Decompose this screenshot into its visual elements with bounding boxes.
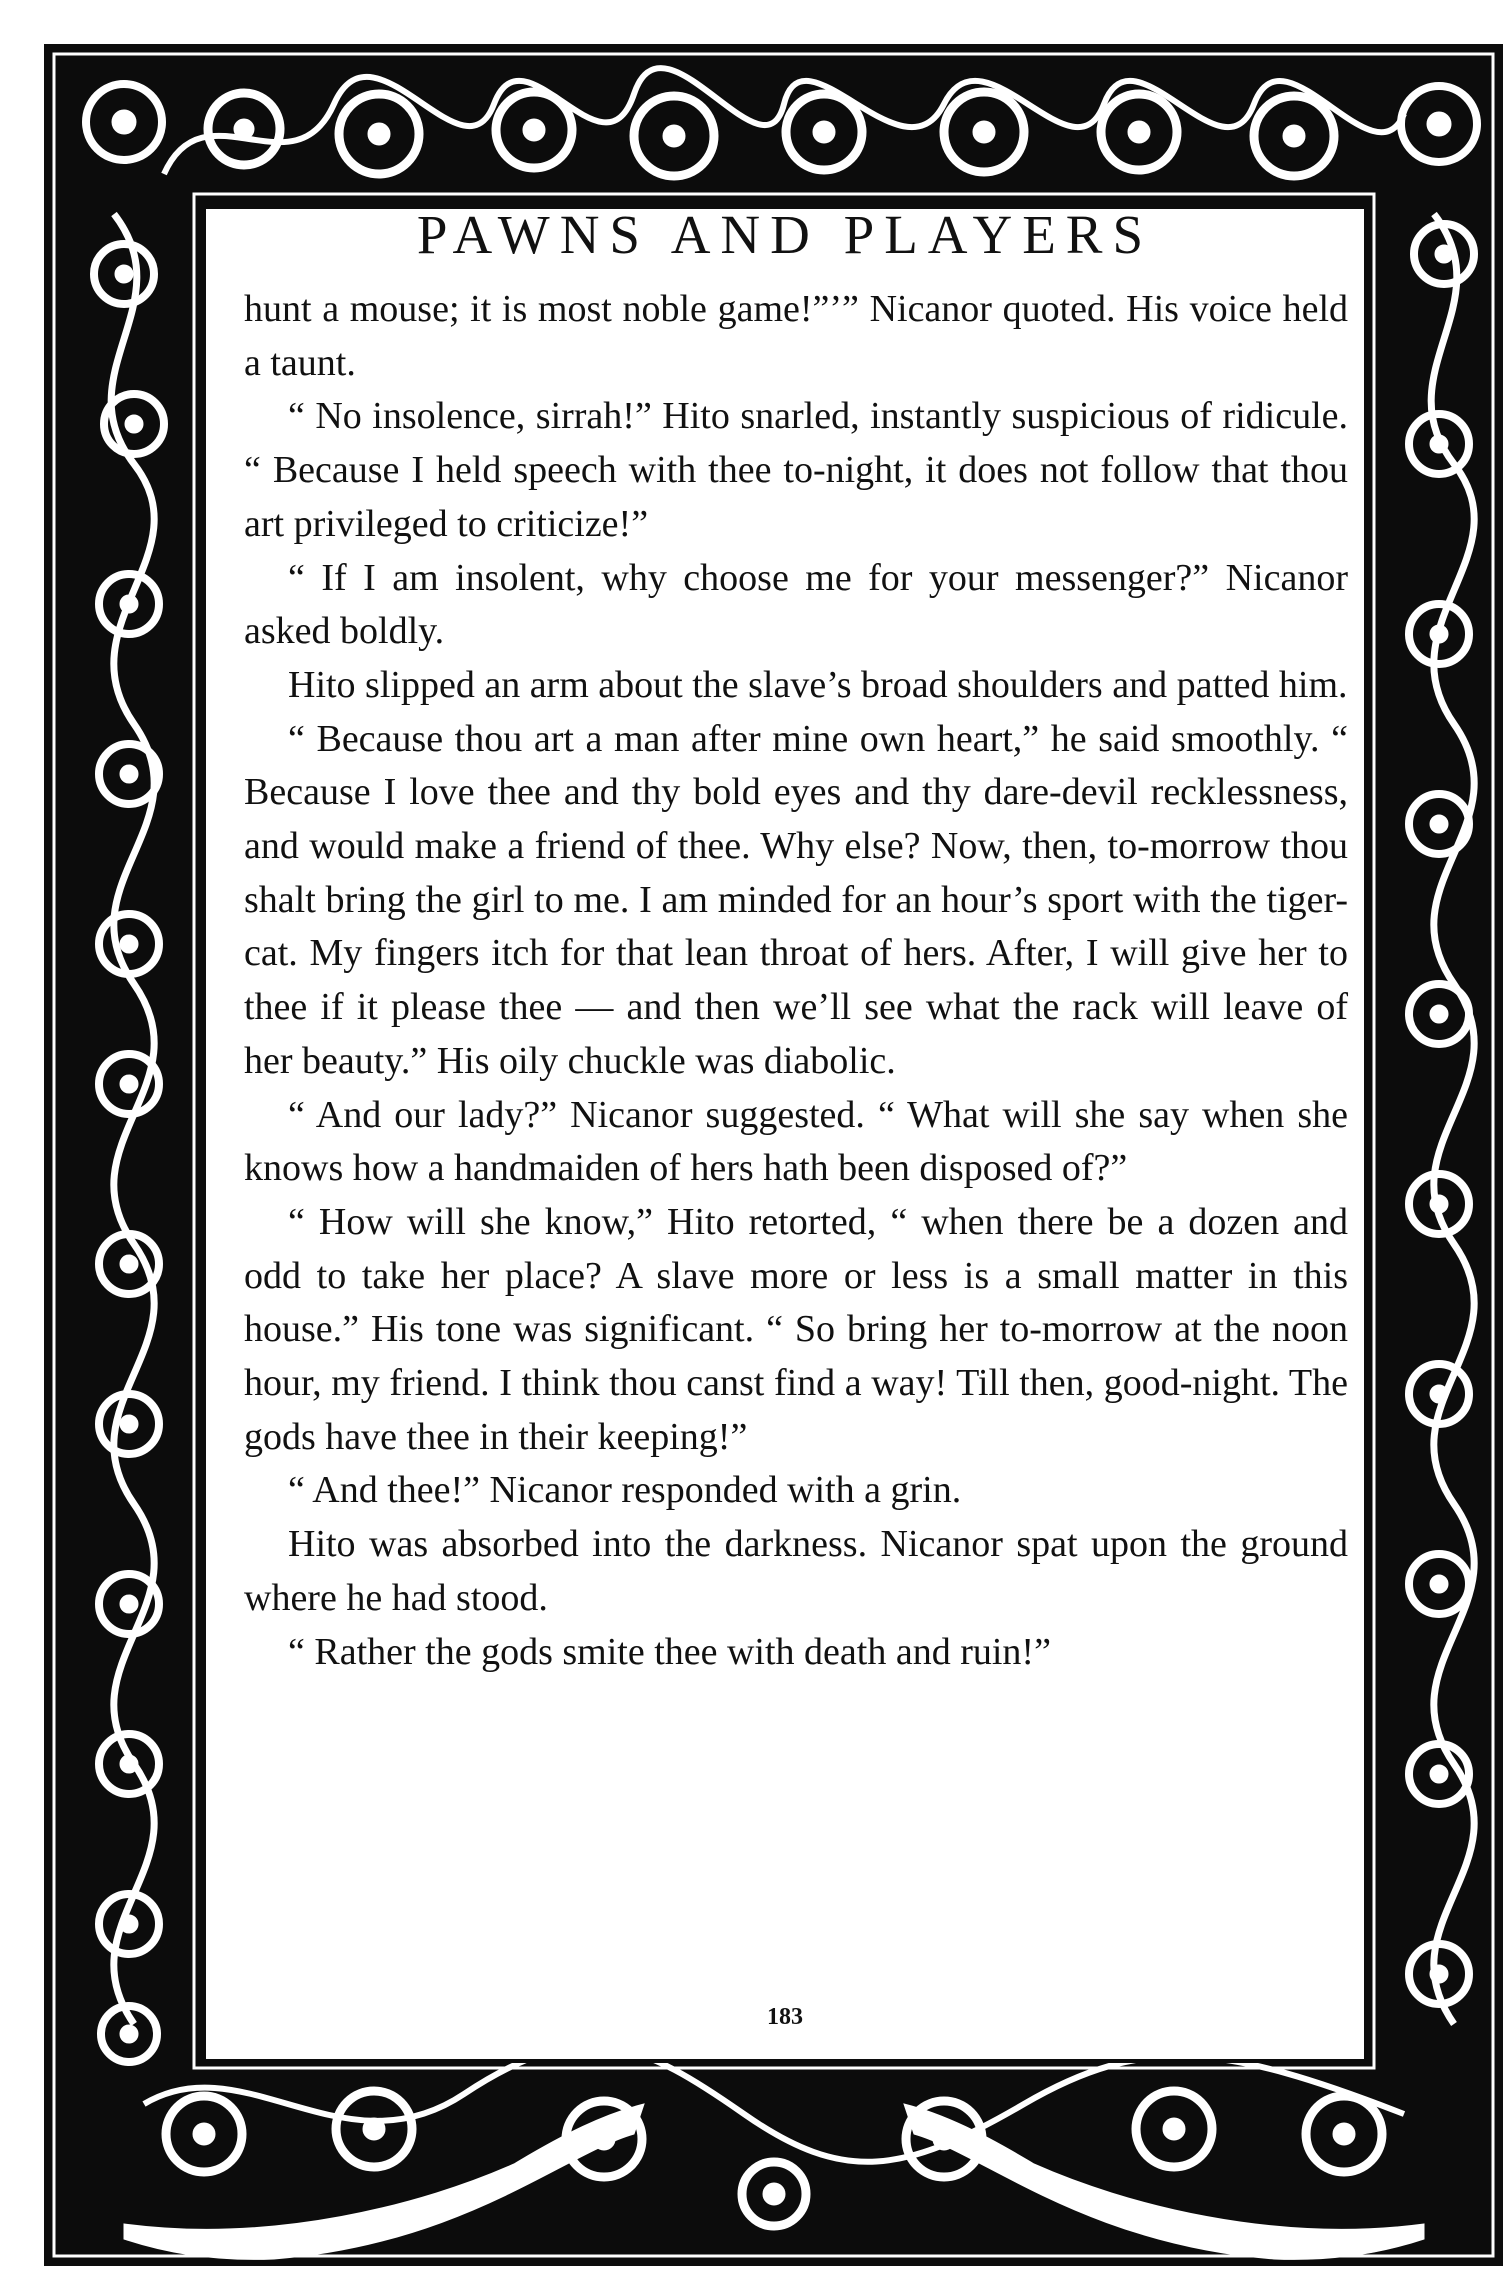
paragraph: “ No insolence, sirrah!” Hito snarled, instantly suspicious of ridicule. “ Because I held speech with thee to-night, it does not follow that thou art privileged to criticize!” (244, 395, 1348, 545)
page-number: 183 (767, 2004, 803, 2030)
paragraph: “ Rather the gods smite thee with death and ruin!” (288, 1630, 1051, 1673)
paragraph: hunt a mouse; it is most noble game!”’” Nicanor quoted. His voice held a taunt. (244, 288, 1348, 384)
paragraph: “ Because thou art a man after mine own heart,” he said smoothly. “ Because I love thee and thy bold eyes and thy dare-devil recklessness, and would make a friend of thee. Why else? Now, then, to-morrow thou shalt bring the girl to me. I am minded for an hour’s sport with the tiger-cat. My fingers itch for that lean throat of hers. After, I will give her to thee if it please thee — and then we’ll see what the rack will leave of her beauty.” His oily chuckle was diabolic. (244, 717, 1348, 1082)
body-text (244, 283, 1348, 1679)
paragraph: Hito was absorbed into the darkness. Nicanor spat upon the ground where he had stood. (244, 1523, 1348, 1619)
paragraph: “ If I am insolent, why choose me for your messenger?” Nicanor asked boldly. (244, 556, 1348, 653)
paragraph: Hito slipped an arm about the slave’s broad shoulders and patted him. (288, 663, 1348, 706)
running-head: PAWNS AND PLAYERS (416, 204, 1154, 265)
paragraph: “ How will she know,” Hito retorted, “ when there be a dozen and odd to take her place? A slave more or less is a small matter in this house.” His tone was significant. “ So bring her to-morrow at the noon hour, my friend. I think thou canst find a way! Till then, good-night. The gods have thee in their keeping!” (244, 1200, 1348, 1458)
paragraph: “ And our lady?” Nicanor suggested. “ What will she say when she knows how a handmaiden of hers hath been disposed of?” (244, 1093, 1348, 1190)
paragraph: “ And thee!” Nicanor responded with a grin. (288, 1469, 962, 1512)
